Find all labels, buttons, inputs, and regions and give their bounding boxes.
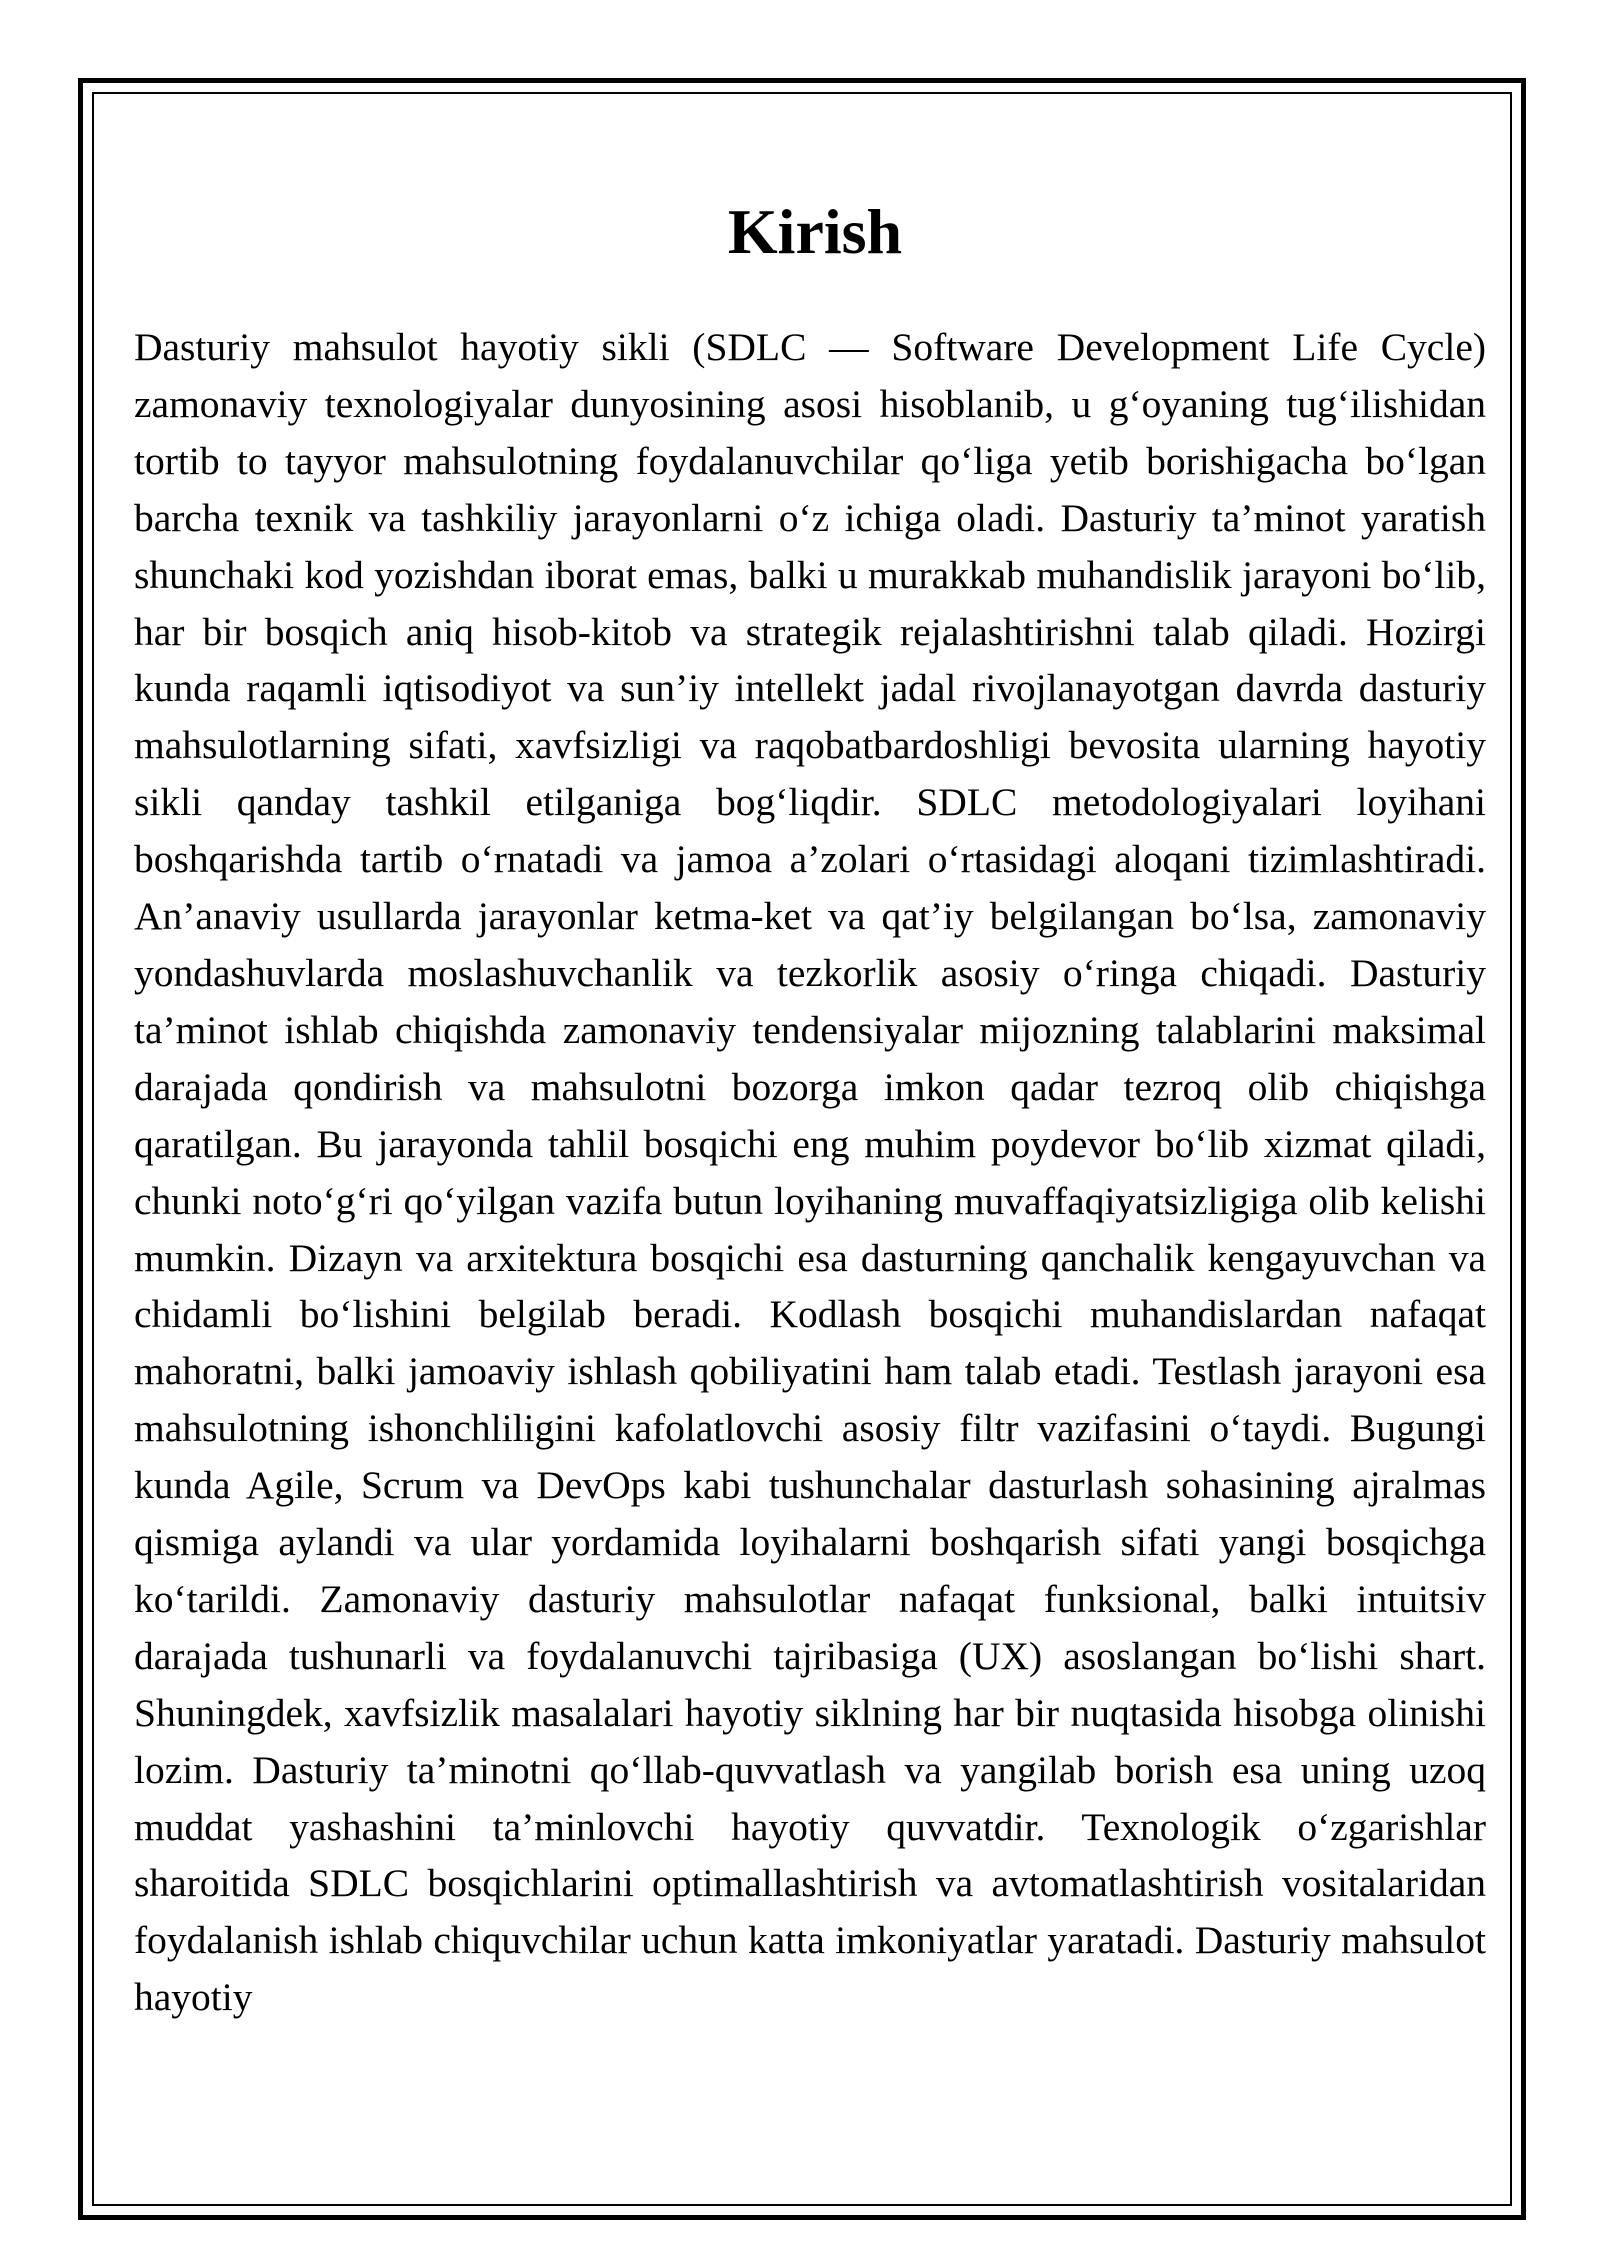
- body-paragraph: Dasturiy mahsulot hayotiy sikli (SDLC — Software Development Life Cycle) zamonaviy texnologiyalar dunyosining asosi hisoblanib, u g‘oyaning tug‘ilishidan tortib to tayyor mahsulotning foydalanuvchilar qo‘liga yetib borishigacha bo‘lgan barcha texnik va tashkiliy jarayonlarni o‘z ichiga oladi. Dasturiy ta’minot yaratish shunchaki kod yozishdan iborat emas, balki u murakkab muhandislik jarayoni bo‘lib, har bir bosqich aniq hisob-kitob va strategik rejalashtirishni talab qiladi. Hozirgi kunda raqamli iqtisodiyot va sun’iy intellekt jadal rivojlanayotgan davrda dasturiy mahsulotlarning sifati, xavfsizligi va raqobatbardoshligi bevosita ularning hayotiy sikli qanday tashkil etilganiga bog‘liqdir. SDLC metodologiyalari loyihani boshqarishda tartib o‘rnatadi va jamoa a’zolari o‘rtasidagi aloqani tizimlashtiradi. An’anaviy usullarda jarayonlar ketma-ket va qat’iy belgilangan bo‘lsa, zamonaviy yondashuvlarda moslashuvchanlik va tezkorlik asosiy o‘ringa chiqadi. Dasturiy ta’minot ishlab chiqishda zamonaviy tendensiyalar mijozning talablarini maksimal darajada qondirish va mahsulotni bozorga imkon qadar tezroq olib chiqishga qaratilgan. Bu jarayonda tahlil bosqichi eng muhim poydevor bo‘lib xizmat qiladi, chunki noto‘g‘ri qo‘yilgan vazifa butun loyihaning muvaffaqiyatsizligiga olib kelishi mumkin. Dizayn va arxitektura bosqichi esa dasturning qanchalik kengayuvchan va chidamli bo‘lishini belgilab beradi. Kodlash bosqichi muhandislardan nafaqat mahoratni, balki jamoaviy ishlash qobiliyatini ham talab etadi. Testlash jarayoni esa mahsulotning ishonchliligini kafolatlovchi asosiy filtr vazifasini o‘taydi. Bugungi kunda Agile, Scrum va DevOps kabi tushunchalar dasturlash sohasining ajralmas qismiga aylandi va ular yordamida loyihalarni boshqarish sifati yangi bosqichga ko‘tarildi. Zamonaviy dasturiy mahsulotlar nafaqat funksional, balki intuitsiv darajada tushunarli va foydalanuvchi tajribasiga (UX) asoslangan bo‘lishi shart. Shuningdek, xavfsizlik masalalari hayotiy siklning har bir nuqtasida hisobga olinishi lozim. Dasturiy ta’minotni qo‘llab-quvvatlash va yangilab borish esa uning uzoq muddat yashashini ta’minlovchi hayotiy quvvatdir. Texnologik o‘zgarishlar sharoitida SDLC bosqichlarini optimallashtirish va avtomatlashtirish vositalaridan foydalanish ishlab chiquvchilar uchun katta imkoniyatlar yaratadi. Dasturiy mahsulot hayotiy: [134, 325, 1486, 2020]
- page-title: Kirish: [727, 196, 903, 267]
